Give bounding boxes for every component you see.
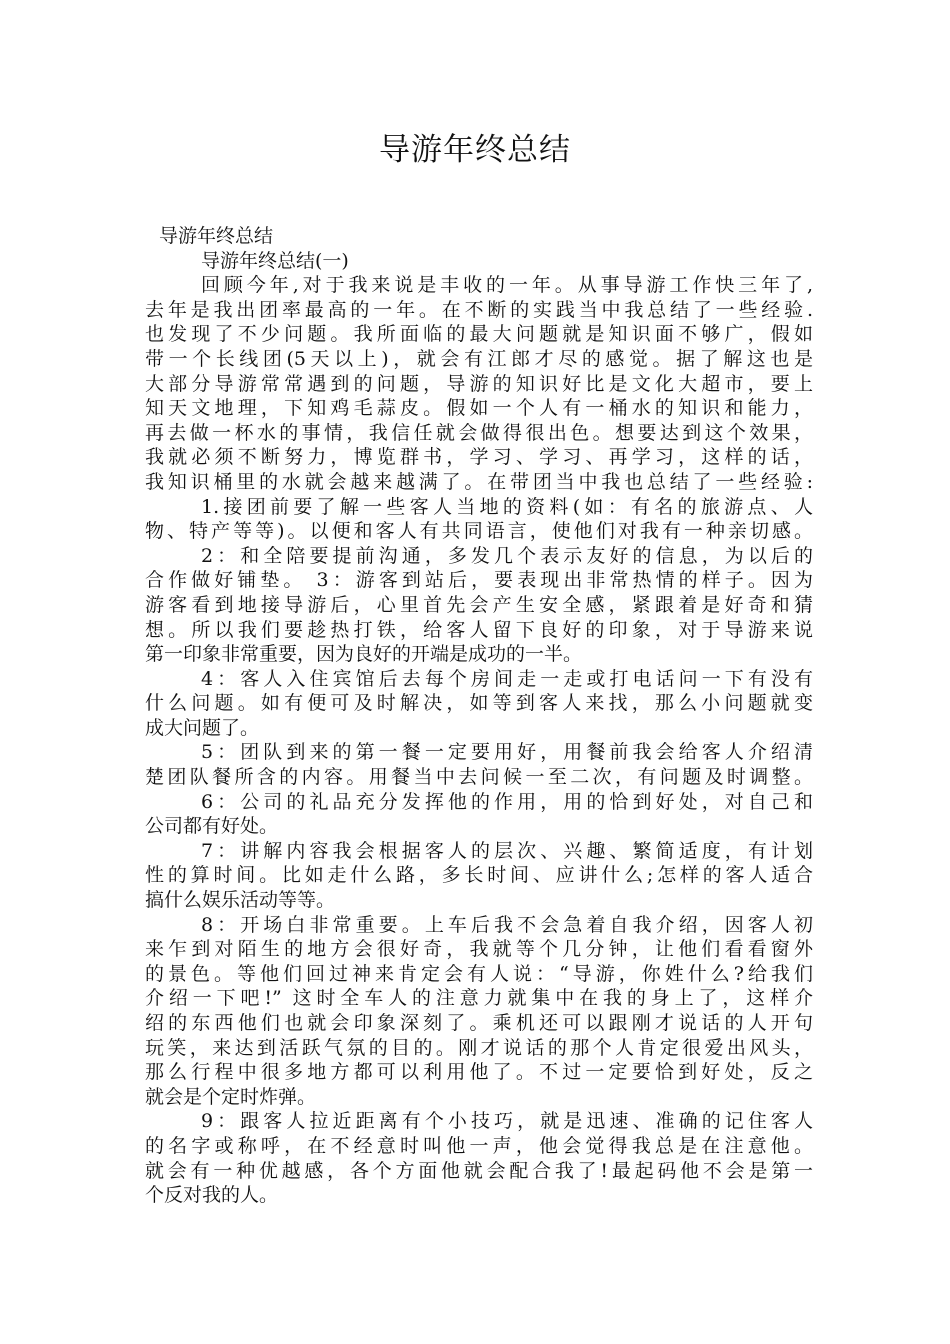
text-line: 第一印象非常重要，因为良好的开端是成功的一半。 — [145, 643, 583, 666]
text-line: 1.接团前要了解一些客人当地的资料(如：有名的旅游点、人 — [201, 495, 813, 518]
text-line: 的名字或称呼，在不经意时叫他一声，他会觉得我总是在注意他。 — [145, 1134, 813, 1157]
text-line: 再去做一杯水的事情，我信任就会做得很出色。想要达到这个效果， — [145, 421, 813, 444]
text-line: 什么问题。如有便可及时解决，如等到客人来找，那么小问题就变 — [145, 692, 813, 715]
text-line: 物、特产等等)。以便和客人有共同语言，使他们对我有一种亲切感。 — [145, 520, 813, 543]
text-line: 游客看到地接导游后，心里首先会产生安全感，紧跟着是好奇和猜 — [145, 593, 813, 616]
text-line: 带一个长线团(5天以上)，就会有江郎才尽的感觉。据了解这也是 — [145, 347, 813, 370]
text-line: 也发现了不少问题。我所面临的最大问题就是知识面不够广，假如 — [145, 323, 813, 346]
text-line: 知天文地理，下知鸡毛蒜皮。假如一个人有一桶水的知识和能力， — [145, 397, 813, 420]
text-line: 介绍一下吧!” 这时全车人的注意力就集中在我的身上了，这样介 — [145, 987, 813, 1010]
text-line: 回顾今年,对于我来说是丰收的一年。从事导游工作快三年了, — [201, 274, 813, 297]
text-line: 2：和全陪要提前沟通，多发几个表示友好的信息，为以后的 — [201, 544, 813, 567]
document-body — [145, 224, 813, 1208]
text-line: 就会有一种优越感，各个方面他就会配合我了!最起码他不会是第一 — [145, 1159, 813, 1182]
text-line: 我知识桶里的水就会越来越满了。在带团当中我也总结了一些经验: — [145, 470, 813, 493]
text-line: 那么行程中很多地方都可以利用他了。不过一定要恰到好处，反之 — [145, 1061, 813, 1084]
section-subheading: 导游年终总结(一) — [201, 249, 349, 272]
text-line: 6：公司的礼品充分发挥他的作用，用的恰到好处，对自己和 — [201, 790, 813, 813]
text-line: 绍的东西他们也就会印象深刻了。乘机还可以跟刚才说话的人开句 — [145, 1012, 813, 1034]
text-line: 搞什么娱乐活动等等。 — [145, 889, 336, 912]
text-line: 的景色。等他们回过神来肯定会有人说：“导游，你姓什么?给我们 — [145, 962, 813, 985]
text-line: 玩笑，来达到活跃气氛的目的。刚才说话的那个人肯定很爱出风头， — [145, 1036, 813, 1059]
text-line: 公司都有好处。 — [145, 815, 279, 838]
text-line: 4：客人入住宾馆后去每个房间走一走或打电话问一下有没有 — [201, 667, 813, 690]
text-line: 来乍到对陌生的地方会很好奇，我就等个几分钟，让他们看看窗外 — [145, 938, 813, 961]
text-line: 个反对我的人。 — [145, 1184, 279, 1207]
text-line: 想。所以我们要趁热打铁，给客人留下良好的印象，对于导游来说 — [145, 618, 813, 641]
text-line: 9：跟客人拉近距离有个小技巧，就是迅速、准确的记住客人 — [201, 1110, 813, 1133]
text-line: 性的算时间。比如走什么路，多长时间、应讲什么;怎样的客人适合 — [145, 864, 813, 887]
text-line: 8：开场白非常重要。上车后我不会急着自我介绍，因客人初 — [201, 913, 813, 936]
text-line: 就会是个定时炸弹。 — [145, 1085, 317, 1108]
section-heading: 导游年终总结 — [159, 225, 274, 247]
document-title: 导游年终总结 — [379, 132, 571, 168]
text-line: 我就必须不断努力，博览群书，学习、学习、再学习，这样的话， — [145, 446, 813, 469]
text-line: 去年是我出团率最高的一年。在不断的实践当中我总结了一些经验. — [145, 298, 813, 321]
text-line: 楚团队餐所含的内容。用餐当中去问候一至二次，有问题及时调整。 — [145, 766, 813, 789]
text-line: 7：讲解内容我会根据客人的层次、兴趣、繁简适度，有计划 — [201, 839, 813, 862]
text-line: 5：团队到来的第一餐一定要用好，用餐前我会给客人介绍清 — [201, 741, 813, 764]
text-line: 成大问题了。 — [145, 716, 260, 739]
text-line: 合作做好铺垫。 3：游客到站后，要表现出非常热情的样子。因为 — [145, 569, 813, 592]
text-line: 大部分导游常常遇到的问题，导游的知识好比是文化大超市，要上 — [145, 372, 813, 395]
